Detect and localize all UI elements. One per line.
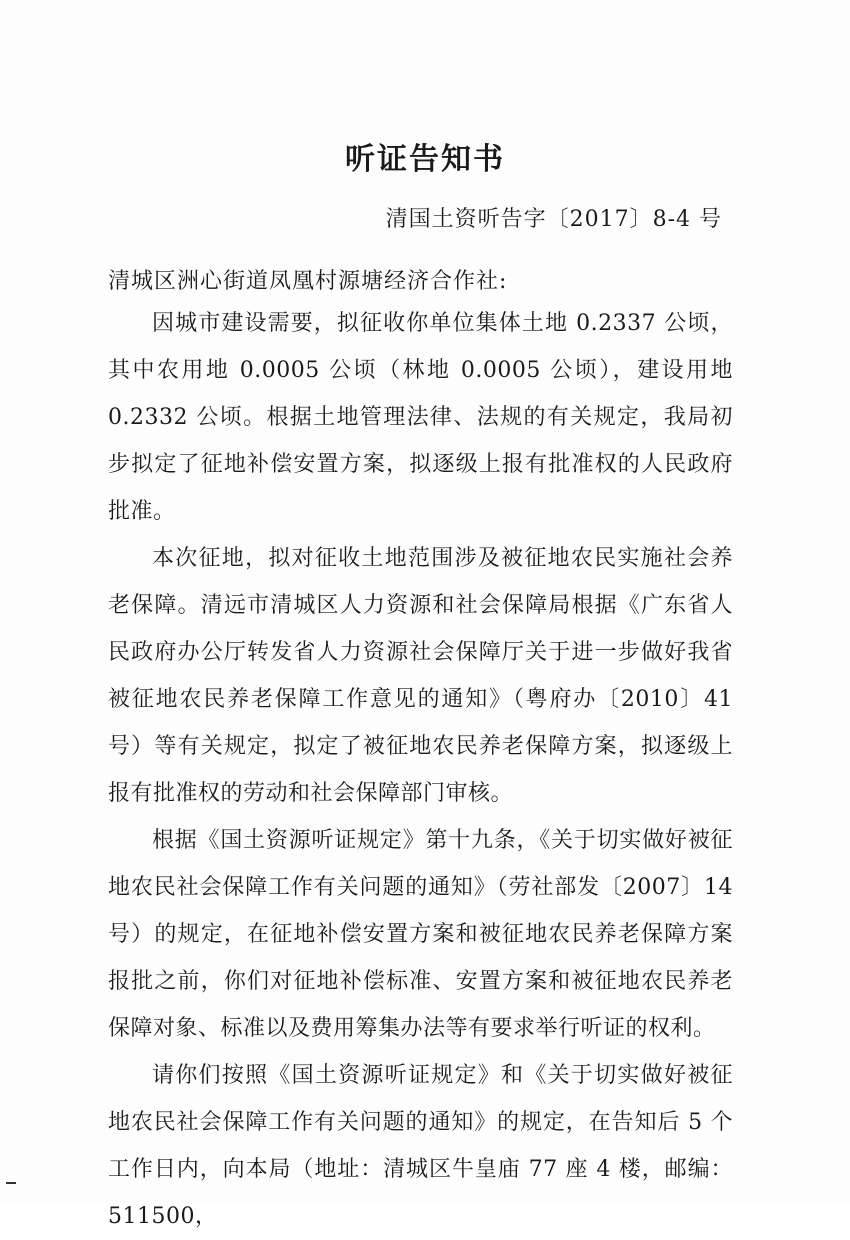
document-body	[108, 300, 733, 1240]
scan-edge-mark	[6, 1182, 16, 1184]
paragraph-land-acquisition: 因城市建设需要，拟征收你单位集体土地 0.2337 公顷，其中农用地 0.0005 公顷（林地 0.0005 公顷），建设用地 0.2332 公顷。根据土地管理法律、法规的有关规定，我局初步拟定了征地补偿安置方案，拟逐级上报有批准权的人民政府批准。	[108, 311, 733, 524]
document-title: 听证告知书	[345, 142, 505, 177]
paragraph-hearing-rights: 根据《国土资源听证规定》第十九条，《关于切实做好被征地农民社会保障工作有关问题的通知》（劳社部发〔2007〕14 号）的规定，在征地补偿安置方案和被征地农民养老保障方案报批之前，你们对征地补偿标准、安置方案和被征地农民养老保障对象、标准以及费用筹集办法等有要求举行听证的权利。	[108, 828, 733, 1041]
addressee: 清城区洲心街道凤凰村源塘经济合作社:	[108, 269, 508, 294]
paragraph-hearing-request: 请你们按照《国土资源听证规定》和《关于切实做好被征地农民社会保障工作有关问题的通知》的规定，在告知后 5 个工作日内，向本局（地址：清城区牛皇庙 77 座 4 楼，邮编：511500，	[108, 1063, 733, 1229]
document-number: 清国土资听告字〔2017〕8-4 号	[385, 207, 722, 232]
paragraph-pension-security: 本次征地，拟对征收土地范围涉及被征地农民实施社会养老保障。清远市清城区人力资源和社会保障局根据《广东省人民政府办公厅转发省人力资源社会保障厅关于进一步做好我省被征地农民养老保障工作意见的通知》（粤府办〔2010〕41 号）等有关规定，拟定了被征地农民养老保障方案，拟逐级上报有批准权的劳动和社会保障部门审核。	[108, 546, 733, 806]
